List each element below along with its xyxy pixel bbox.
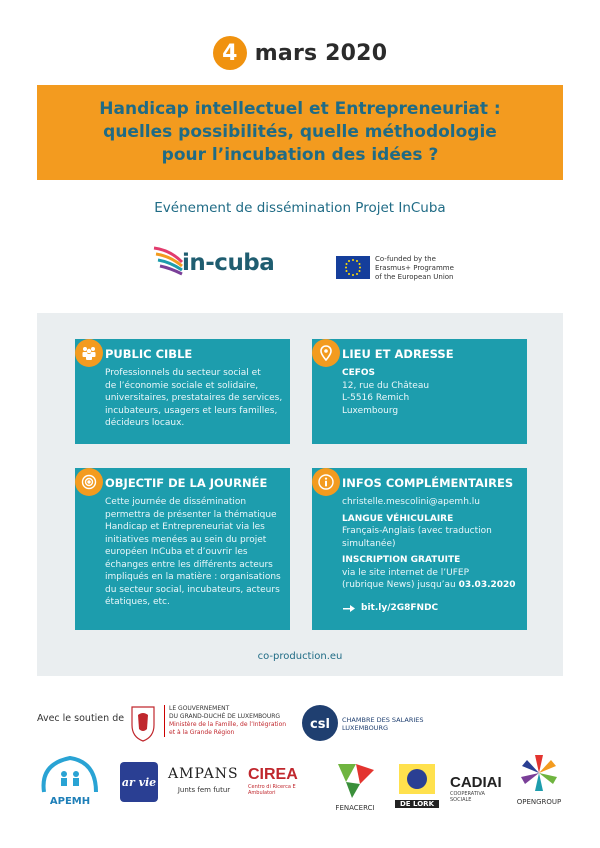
body-line: universitaires, prestataires de services, bbox=[105, 393, 283, 403]
title-line: Handicap intellectuel et Entrepreneuriat : bbox=[99, 99, 501, 119]
card-title: INFOS COMPLÉMENTAIRES bbox=[342, 476, 514, 490]
card-title: LIEU ET ADRESSE bbox=[342, 347, 454, 361]
event-subtitle: Evénement de dissémination Projet InCuba bbox=[154, 200, 446, 216]
fenacerci-logo bbox=[332, 760, 378, 816]
ministry-line: Ministère de la Famille, de l’Intégration bbox=[169, 721, 287, 728]
body-line: initiatives menées au sein du projet bbox=[105, 534, 267, 545]
csl-emblem-icon bbox=[300, 703, 340, 743]
address-line: Luxembourg bbox=[342, 405, 399, 416]
venue-name: CEFOS bbox=[342, 368, 376, 378]
cadiai-sub: COOPERATIVA SOCIALE bbox=[450, 791, 485, 803]
opengroup-logo bbox=[514, 752, 564, 812]
apemh-label: APEMH bbox=[49, 796, 91, 807]
incuba-logo bbox=[152, 240, 292, 286]
arvie-label: ar vie bbox=[121, 775, 157, 789]
gov-luxembourg-logo bbox=[128, 703, 298, 745]
address-line: L-5516 Remich bbox=[342, 393, 410, 403]
eu-text-line: of the European Union bbox=[375, 273, 454, 281]
body-line: du secteur social, incubateurs, acteurs bbox=[105, 584, 280, 595]
card-body bbox=[105, 367, 284, 430]
langue-title: LANGUE VÉHICULAIRE bbox=[342, 513, 454, 524]
body-line: étatiques, etc. bbox=[105, 597, 170, 607]
eu-flag-icon bbox=[336, 256, 370, 279]
card-body bbox=[342, 367, 521, 417]
inscription-line: via le site internet de l’UFEP bbox=[342, 567, 470, 578]
csl-text bbox=[342, 716, 424, 732]
title-banner bbox=[37, 85, 563, 180]
gov-line: LE GOUVERNEMENT bbox=[169, 705, 230, 712]
ampans-logo bbox=[168, 766, 240, 806]
cirea-logo bbox=[248, 766, 318, 806]
date-day-badge: 4 bbox=[213, 36, 247, 70]
contact-email-link[interactable]: christelle.mescolini@apemh.lu bbox=[342, 497, 480, 507]
ministry-line: et à la Grande Région bbox=[169, 729, 235, 736]
eu-text-line: Erasmus+ Programme bbox=[375, 264, 454, 272]
body-line: de l’économie sociale et solidaire, bbox=[105, 380, 259, 391]
inscription-deadline bbox=[342, 579, 521, 592]
inscription-title: INSCRIPTION GRATUITE bbox=[342, 555, 461, 565]
langue-line: simultanée) bbox=[342, 538, 396, 549]
gov-text bbox=[164, 705, 286, 737]
eu-text-line: Co-funded by the bbox=[375, 255, 436, 263]
lion-crest-icon bbox=[128, 703, 158, 743]
card-body bbox=[105, 496, 284, 609]
date-month-year: mars 2020 bbox=[254, 40, 388, 66]
info-icon bbox=[312, 468, 340, 496]
card-public-cible bbox=[75, 339, 290, 444]
delork-logo bbox=[395, 762, 439, 812]
cadiai-label: CADIAI bbox=[450, 774, 502, 791]
gov-line: DU GRAND-DUCHÉ DE LUXEMBOURG bbox=[169, 713, 281, 720]
body-line: incubateurs, usagers et leurs familles, bbox=[105, 405, 278, 416]
card-infos bbox=[312, 468, 527, 630]
title-line: pour l’incubation des idées ? bbox=[161, 145, 439, 165]
cadiai-logo bbox=[450, 774, 506, 808]
body-line: permettra de présenter la thématique bbox=[105, 509, 277, 520]
body-line: Cette journée de dissémination bbox=[105, 497, 247, 507]
people-icon bbox=[75, 339, 103, 367]
card-title: PUBLIC CIBLE bbox=[105, 347, 193, 361]
support-label: Avec le soutien de bbox=[37, 713, 125, 724]
body-line: Handicap et Entrepreneuriat via les bbox=[105, 522, 265, 532]
card-title: OBJECTIF DE LA JOURNÉE bbox=[105, 476, 268, 490]
card-objectif bbox=[75, 468, 290, 630]
delork-label: DE LORK bbox=[395, 800, 439, 808]
fenacerci-label: FENACERCI bbox=[335, 804, 375, 812]
pointing-hand-icon bbox=[342, 603, 356, 613]
address-line: 12, rue du Château bbox=[342, 380, 430, 391]
eu-funding-text bbox=[375, 255, 454, 282]
title-line: quelles possibilités, quelle méthodologie bbox=[103, 122, 497, 142]
csl-logo bbox=[300, 703, 430, 743]
cirea-label: CIREA bbox=[248, 766, 298, 783]
ampans-tagline: Junts fem futur bbox=[177, 786, 231, 794]
coproduction-link[interactable]: co-production.eu bbox=[257, 651, 343, 662]
registration-link[interactable]: bit.ly/2G8FNDC bbox=[361, 602, 439, 613]
cirea-sub: Centro di Ricerca E Ambulatori bbox=[248, 784, 296, 796]
location-pin-icon bbox=[312, 339, 340, 367]
arvie-logo bbox=[120, 762, 158, 802]
ampans-label: AMPANS bbox=[168, 766, 239, 782]
csl-line: CHAMBRE DES SALARIES bbox=[342, 716, 424, 724]
card-body bbox=[342, 496, 521, 614]
csl-line: LUXEMBOURG bbox=[342, 724, 388, 732]
inscription-line: (rubrique News) jusqu’au bbox=[342, 580, 456, 590]
body-line: décideurs locaux. bbox=[105, 418, 185, 428]
body-line: échanges entre les différents acteurs bbox=[105, 559, 273, 570]
inscription-date: 03.03.2020 bbox=[458, 580, 516, 590]
apemh-logo bbox=[38, 752, 102, 818]
body-line: impliqués en la matière : organisations bbox=[105, 572, 281, 582]
target-icon bbox=[75, 468, 103, 496]
registration-link-row[interactable] bbox=[342, 602, 521, 615]
svg-text:csl: csl bbox=[310, 717, 330, 732]
body-line: Professionnels du secteur social et bbox=[105, 368, 261, 378]
partner-logos bbox=[30, 752, 570, 822]
incuba-wordmark: in-cuba bbox=[182, 250, 275, 276]
langue-line: Français-Anglais (avec traduction bbox=[342, 526, 492, 536]
opengroup-label: OPENGROUP bbox=[516, 798, 562, 806]
card-lieu-adresse bbox=[312, 339, 527, 444]
event-date bbox=[0, 36, 600, 70]
body-line: européen InCuba et d’ouvrir les bbox=[105, 547, 248, 557]
